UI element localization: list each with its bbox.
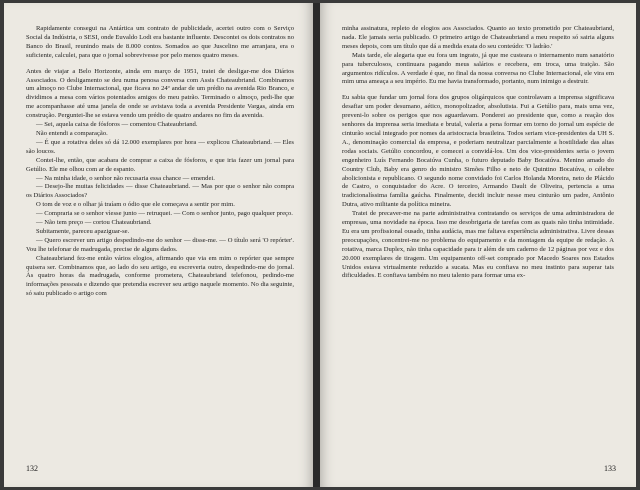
book-gutter <box>313 3 320 487</box>
paragraph: Não entendi a comparação. <box>36 129 108 137</box>
paragraph: — Compraria se o senhor vìesse junto — retruquei. — Com o senhor junto, pago qualquer preço. <box>36 210 293 218</box>
paragraph: — Quero escrever um artigo despedindo-me do senhor — disse-me. — O título será 'O repórter'. Vou lhe telefonar de madrugada, precise de alguns dados. <box>26 236 294 253</box>
page-number-left: 132 <box>26 464 38 473</box>
paragraph: Rapidamente consegui na Antártica um contrato de publicidade, acertei outro com o Serviço Social da Indústria, o SESI, onde Euvaldo Lodi era bastante influente. Descontei os dois contratos no Banco do Brasil, reunindo mais de 8.000 contos. Somados ao que Juscelino me arranjara, era o suficiente, calculei, para que o jornal sobrevivesse por pelo menos quatro meses. <box>26 25 294 59</box>
paragraph: O tom de voz e o olhar já traíam o ódio que ele começava a sentir por mim. <box>36 201 235 209</box>
paragraph: Contei-lhe, então, que acabara de comprar a caixa de fósforos, e que iria fazer um jornal para Getúlio. Ele me olhou com ar de espanto. <box>26 156 294 173</box>
right-page <box>320 3 636 487</box>
paragraph: — Desejo-lhe muitas felicidades — disse Chateaubriand. — Mas por que o senhor não compra os Diários Associados? <box>26 183 294 200</box>
paragraph: — É que a rotativa deles só dá 12.000 exemplares por hora — explicou Chateaubriand. — Eles são loucos. <box>26 138 294 155</box>
left-page <box>4 3 313 487</box>
paragraph: — Na minha idade, o senhor não recusaria essa chance — emendei. <box>36 174 215 182</box>
left-text-column <box>26 25 294 299</box>
paragraph: Tratei de precaver-me na parte administrativa contratando os serviços de uma administradora de empresas, uma novidade na época. Isso me desobrigaria de tarefas com as quais não tinha intimidade. Eu era um profissional ousado, tinha audácia, mas me faltava experiência administrativa. Livre dessas preocupações, concentrei-me no problema do equipamento e da montagem da equipe de redação. A rotativa, marca Duplex, não tinha capacidade para ir além de um caderno de 12 páginas por vez e dos 20.000 exemplares de tiragem. Um equipamento off-set comprado por Macedo Soares nos Estados Unidos estava virtualmente reduzido a sucata. Mas eu confiava no meu instinto para superar tais dificuldades. E confiava também no meu talento para formar uma ex- <box>342 210 614 280</box>
paragraph: Subitamente, pareceu apaziguar-se. <box>36 227 130 235</box>
paragraph: Chateaubriand fez-me então vários elogios, afirmando que via em mim o repórter que sempre quisera ser. Combinamos que, ao lado do seu artigo, eu escreveria outro, despedindo-me do jornal. Às quatro horas da madrugada, conforme prometera, Chateaubriand telefonou, pedindo-me informações pessoais e dizendo que pretendia escrever seu artigo naquele momento. No dia seguinte, só saiu publicado o artigo com <box>26 254 294 298</box>
paragraph: — Não tem preço — cortou Chateaubriand. <box>36 219 152 227</box>
page-number-right: 133 <box>604 464 616 473</box>
paragraph: Antes de viajar a Belo Horizonte, ainda em março de 1951, tratei de desligar-me dos Diários Associados. O desligamento se deu numa penosa conversa com Assis Chateaubriand. Combinamos um almoço no Clube Internacional, que ficava no 24º andar de um prédio na avenida Rio Branco, e dividimos a mesa com vários potentados amigos do meu patrão. Terminado o almoço, pedi-lhe que me acompanhasse até uma janela de onde se avistava toda a avenida Presidente Vargas, ainda em construção. Perguntei-lhe se estava vendo um prédio de quatro andares no fim da avenida. <box>26 67 294 120</box>
paragraph: minha assinatura, repleto de elogios aos Associados. Quanto ao texto prometido por Chateaubriand, nada. Ele jamais seria publicado. O primeiro artigo de Chateaubriand a meu respeito só sairia alguns meses depois, com um título que dá a medida exata do seu conteúdo: 'O ladrão.' <box>342 25 614 50</box>
paragraph: Mais tarde, ele alegaria que eu fora um ingrato, já que me custeara o internamento num sanatório para tuberculosos, continuara pagando meus salários e recebera, em troca, uma traição. São argumentos ridículos. A verdade é que, no final da nossa conversa no Clube Internacional, ele vira em mim uma ameaça a seu império. Eu me havia transformado, portanto, num inimigo a destruir. <box>342 51 614 86</box>
paragraph: Eu sabia que fundar um jornal fora dos grupos oligárquicos que controlavam a imprensa significava desafiar um poder desumano, aético, monopolizador, absolutista. Fui a Getúlio para, mais uma vez, preveni-lo sobre os perigos que nos aguardavam. Ponderei ao presidente que, como a reação dos senhores da imprensa seria imediata e brutal, valeria a pena formar em torno do jornal um espécie de cinturão social integrado por nomes da aristocracia brasileira. Todos seriam vice-presidentes da UH S. A., denominação comercial da empresa, e poderiam neutralizar parcialmente a hostilidade das altas rodas sociais. Getúlio concordou, e comecei a convidá-los. Um dos vice-presidentes seria o jovem engenheiro Luís Fernando Bocaiúva Cunha, o futuro deputado Baby Bocaiúva. Menino amado do Country Club, Baby era genro do ministro Simões Filho e neto de Quintino Bocaiúva, o célebre abolicionista e republicano. O segundo nome convidado foi Carlos Holanda Moreira, neto de Plácido de Castro, o conquistador do Acre. O terceiro, Armando Dault de Oliveira, pertencia a uma tradicionalíssima família gaúcha. Finalmente, decidi incluir nesse meu cinturão um padre, Antônio Dutra, ativo militante da política mineira. <box>342 94 614 209</box>
paragraph: — Sei, aquela caixa de fósforos — comentou Chateaubriand. <box>36 121 198 129</box>
right-text-column <box>342 25 614 281</box>
